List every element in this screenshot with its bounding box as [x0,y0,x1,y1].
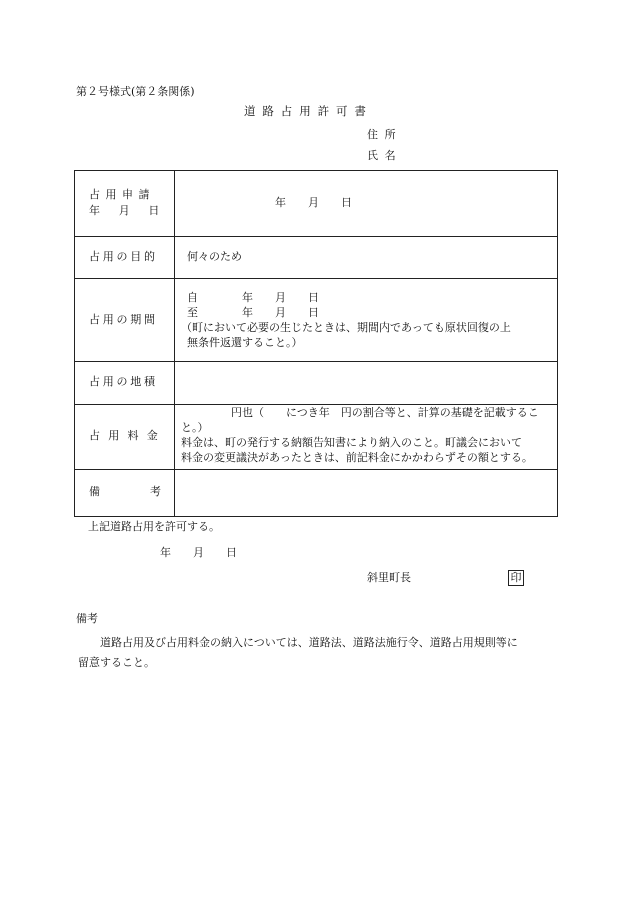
fee-line3: 料金は、町の発行する納額告知書により納入のこと。町議会において [181,436,522,449]
official-seal: 印 [508,570,524,586]
fee-line4: 料金の変更議決があったときは、前記料金にかかわらずその額とする。 [181,451,533,464]
notes-line1: 道路占用及び占用料金の納入については、道路法、道路法施行令、道路占用規則等に [100,636,518,649]
notes-heading: 備考 [76,612,98,625]
permit-table [74,170,558,517]
period-from: 自 年 月 日 [187,291,319,304]
row-fee [75,405,558,470]
issuer-name: 斜里町長 [367,571,411,584]
area-label: 占用の地積 [89,375,158,388]
row-purpose [75,237,558,279]
form-number: 第２号様式(第２条関係) [76,85,195,98]
row-period [75,279,558,362]
remarks-label-right: 考 [150,485,161,498]
fee-label: 占用料金 [89,429,166,442]
application-label-line1: 占用申請 [89,188,155,201]
period-note-line2: 無条件返還すること。） [187,336,303,349]
row-remarks [75,470,558,517]
fee-line2: と。） [181,421,209,434]
purpose-value: 何々のため [187,250,242,263]
purpose-label: 占用の目的 [89,250,158,263]
period-note-line1: （町において必要の生じたときは、期間内であっても原状回復の上 [181,321,511,334]
remarks-value [175,470,558,517]
notes-line2: 留意すること。 [78,656,155,669]
document-title: 道路占用許可書 [244,104,373,118]
recipient-name-label: 氏名 [367,149,403,162]
row-application [75,171,558,237]
period-to: 至 年 月 日 [187,306,319,319]
row-area [75,362,558,405]
area-value [175,362,558,405]
period-label: 占用の期間 [89,313,158,326]
issue-date: 年 月 日 [160,546,237,559]
recipient-address-label: 住所 [367,128,403,141]
permit-statement: 上記道路占用を許可する。 [88,520,220,533]
application-label-line2: 年 月 日 [89,204,164,217]
application-date-value: 年 月 日 [275,196,352,209]
fee-line1: 円也（ につき年 円の割合等と、計算の基礎を記載するこ [231,406,539,419]
remarks-label-left: 備 [89,485,100,498]
